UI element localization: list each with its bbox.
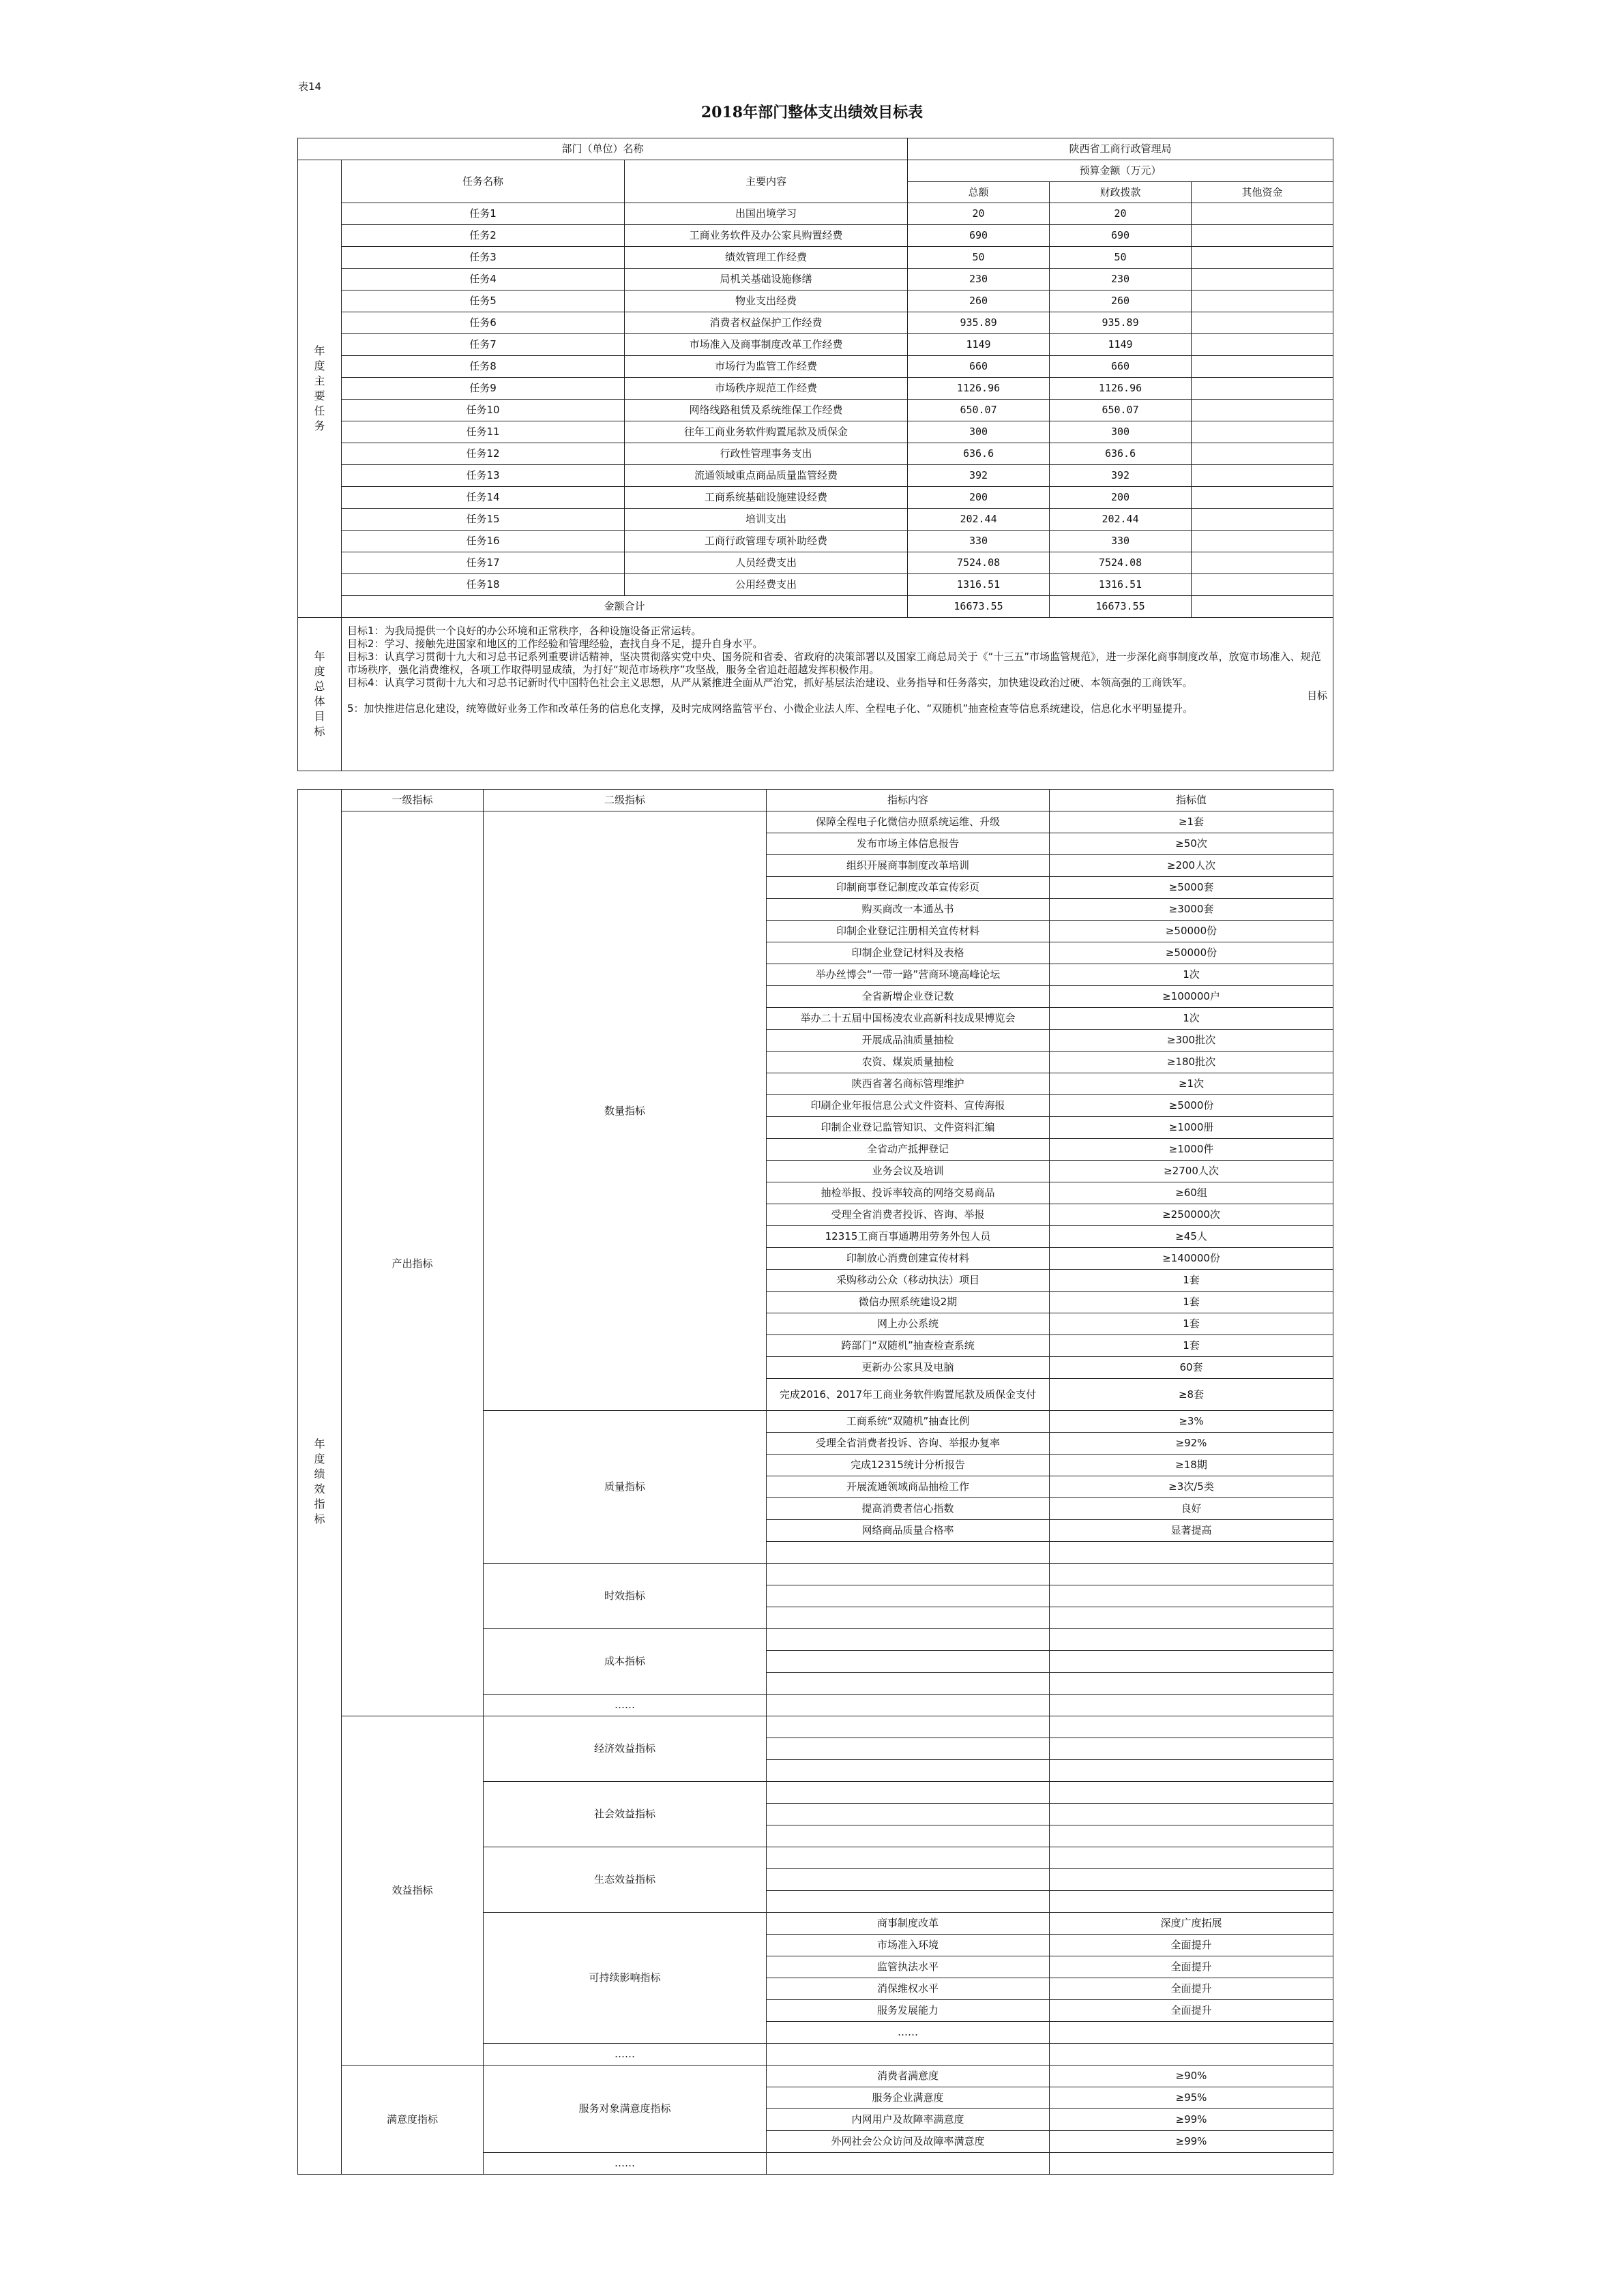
task-fiscal: 636.6: [1050, 443, 1192, 465]
task-name: 任务13: [342, 465, 625, 487]
indicator-content: 消费者满意度: [767, 2066, 1050, 2087]
indicator-content: 举办二十五届中国杨凌农业高新科技成果博览会: [767, 1008, 1050, 1030]
indicator-content: 受理全省消费者投诉、咨询、举报: [767, 1204, 1050, 1226]
task-name: 任务15: [342, 509, 625, 531]
goal-line: 目标4：认真学习贯彻十九大和习总书记新时代中国特色社会主义思想，从严从紧推进全面从严治党，抓好基层法治建设、业务指导和任务落实，加快建设政治过硬、本领高强的工商铁军。: [347, 676, 1193, 689]
indicator-value: 全面提升: [1050, 1956, 1333, 1978]
task-other: [1192, 334, 1333, 356]
task-other: [1192, 421, 1333, 443]
task-total: 300: [908, 421, 1050, 443]
indicator-value: ≥3%: [1050, 1411, 1333, 1433]
indicator-content: 印制企业登记注册相关宣传材料: [767, 921, 1050, 942]
sum-other: [1192, 596, 1333, 618]
task-other: [1192, 225, 1333, 247]
form-number: 表14: [298, 80, 322, 93]
indicator-row: [298, 811, 1333, 833]
task-name: 任务17: [342, 552, 625, 574]
task-other: [1192, 465, 1333, 487]
indicator-value: [1050, 1564, 1333, 1585]
sum-total: 16673.55: [908, 596, 1050, 618]
indicator-content: [767, 1869, 1050, 1891]
task-fiscal: 7524.08: [1050, 552, 1192, 574]
indicator-content: [767, 1564, 1050, 1585]
indicator-content: [767, 1607, 1050, 1629]
task-other: [1192, 290, 1333, 312]
indicator-value: ≥200人次: [1050, 855, 1333, 877]
task-row: [298, 400, 1333, 421]
indicator-content: [767, 1542, 1050, 1564]
budget-header: 预算金额（万元）: [908, 160, 1333, 182]
task-row: [298, 552, 1333, 574]
task-name-header: 任务名称: [342, 160, 625, 203]
level2-social: 社会效益指标: [484, 1782, 767, 1847]
indicator-content: 陕西省著名商标管理维护: [767, 1073, 1050, 1095]
indicator-value: ≥99%: [1050, 2109, 1333, 2131]
indicator-value: ≥1000册: [1050, 1117, 1333, 1139]
task-name: 任务4: [342, 269, 625, 290]
task-row: [298, 421, 1333, 443]
indicator-value: 1套: [1050, 1270, 1333, 1292]
indicator-content: 印制放心消费创建宣传材料: [767, 1248, 1050, 1270]
level2-output-more: ……: [484, 1695, 767, 1716]
indicator-value: ≥3000套: [1050, 899, 1333, 921]
task-row: [298, 334, 1333, 356]
task-content: 行政性管理事务支出: [625, 443, 908, 465]
indicator-value: ≥8套: [1050, 1379, 1333, 1411]
indicator-value: ≥5000份: [1050, 1095, 1333, 1117]
indicator-value: ≥60组: [1050, 1182, 1333, 1204]
indicator-content: 开展流通领域商品抽检工作: [767, 1476, 1050, 1498]
indicator-content: ……: [767, 2022, 1050, 2044]
task-total: 392: [908, 465, 1050, 487]
level1-benefit: 效益指标: [342, 1716, 484, 2066]
task-name: 任务7: [342, 334, 625, 356]
indicator-content: [767, 1847, 1050, 1869]
indicator-content: 服务企业满意度: [767, 2087, 1050, 2109]
task-fiscal: 1126.96: [1050, 378, 1192, 400]
task-content: 工商行政管理专项补助经费: [625, 531, 908, 552]
dept-label: 部门（单位）名称: [298, 138, 908, 160]
sum-row: [298, 596, 1333, 618]
level2-timeliness: 时效指标: [484, 1564, 767, 1629]
indicator-content: [767, 1825, 1050, 1847]
task-other: [1192, 378, 1333, 400]
indicator-value: 1套: [1050, 1292, 1333, 1313]
indicator-content: 印刷企业年报信息公式文件资料、宣传海报: [767, 1095, 1050, 1117]
level2-sustainable: 可持续影响指标: [484, 1913, 767, 2044]
task-name: 任务1: [342, 203, 625, 225]
task-other: [1192, 356, 1333, 378]
task-other: [1192, 247, 1333, 269]
task-name: 任务14: [342, 487, 625, 509]
indicator-value: [1050, 1847, 1333, 1869]
task-total: 260: [908, 290, 1050, 312]
indicator-content: 印制企业登记材料及表格: [767, 942, 1050, 964]
task-name: 任务16: [342, 531, 625, 552]
task-total: 200: [908, 487, 1050, 509]
document-title: 2018年部门整体支出绩效目标表: [700, 104, 924, 121]
total-header: 总额: [908, 182, 1050, 203]
indicator-value: ≥300批次: [1050, 1030, 1333, 1052]
task-other: [1192, 269, 1333, 290]
indicator-value: [1050, 1804, 1333, 1825]
indicator-content: 内网用户及故障率满意度: [767, 2109, 1050, 2131]
task-row: [298, 269, 1333, 290]
indicator-content: [767, 1782, 1050, 1804]
indicator-content: [767, 1585, 1050, 1607]
indicator-row: [298, 1716, 1333, 1738]
indicator-value: [1050, 1782, 1333, 1804]
task-fiscal: 1149: [1050, 334, 1192, 356]
task-fiscal: 300: [1050, 421, 1192, 443]
indicator-content: 工商系统“双随机”抽查比例: [767, 1411, 1050, 1433]
content-header: 指标内容: [767, 790, 1050, 811]
indicator-value: ≥50次: [1050, 833, 1333, 855]
indicator-content: 监管执法水平: [767, 1956, 1050, 1978]
indicator-value: 全面提升: [1050, 2000, 1333, 2022]
indicator-content: 印制商事登记制度改革宣传彩页: [767, 877, 1050, 899]
indicator-value: 1套: [1050, 1335, 1333, 1357]
task-fiscal: 392: [1050, 465, 1192, 487]
task-row: [298, 531, 1333, 552]
indicator-value: ≥45人: [1050, 1226, 1333, 1248]
task-row: [298, 378, 1333, 400]
indicator-value: [1050, 1695, 1333, 1716]
task-name: 任务12: [342, 443, 625, 465]
task-total: 1316.51: [908, 574, 1050, 596]
indicator-value: [1050, 2153, 1333, 2175]
indicators-table: [297, 789, 1333, 2175]
indicator-value: 1次: [1050, 1008, 1333, 1030]
task-content: 绩效管理工作经费: [625, 247, 908, 269]
task-row: [298, 356, 1333, 378]
task-content: 工商系统基础设施建设经费: [625, 487, 908, 509]
indicator-value: ≥99%: [1050, 2131, 1333, 2153]
task-total: 690: [908, 225, 1050, 247]
indicator-value: 深度广度拓展: [1050, 1913, 1333, 1935]
indicator-content: 印制企业登记监管知识、文件资料汇编: [767, 1117, 1050, 1139]
level2-header: 二级指标: [484, 790, 767, 811]
task-content: 市场秩序规范工作经费: [625, 378, 908, 400]
indicator-value: 良好: [1050, 1498, 1333, 1520]
task-total: 202.44: [908, 509, 1050, 531]
task-row: [298, 465, 1333, 487]
level2-benefit-more: ……: [484, 2044, 767, 2066]
indicator-content: 消保维权水平: [767, 1978, 1050, 2000]
indicator-content: 发布市场主体信息报告: [767, 833, 1050, 855]
indicator-value: [1050, 1651, 1333, 1673]
indicator-content: 保障全程电子化微信办照系统运维、升级: [767, 811, 1050, 833]
indicator-value: ≥100000户: [1050, 986, 1333, 1008]
indicator-content: 完成2016、2017年工商业务软件购置尾款及质保金支付: [767, 1379, 1050, 1411]
goal-section-label: 年度总体目标: [298, 618, 342, 771]
task-fiscal: 650.07: [1050, 400, 1192, 421]
task-fiscal: 230: [1050, 269, 1192, 290]
task-content: 出国出境学习: [625, 203, 908, 225]
task-other: [1192, 400, 1333, 421]
task-total: 7524.08: [908, 552, 1050, 574]
indicator-value: [1050, 2022, 1333, 2044]
indicator-content: 全省动产抵押登记: [767, 1139, 1050, 1161]
task-name: 任务11: [342, 421, 625, 443]
indicator-value: ≥95%: [1050, 2087, 1333, 2109]
indicator-value: ≥5000套: [1050, 877, 1333, 899]
indicator-content: 全省新增企业登记数: [767, 986, 1050, 1008]
level2-cost: 成本指标: [484, 1629, 767, 1695]
indicator-value: 1套: [1050, 1313, 1333, 1335]
goal-row: [298, 618, 1333, 771]
task-other: [1192, 312, 1333, 334]
indicator-content: [767, 2044, 1050, 2066]
task-content: 人员经费支出: [625, 552, 908, 574]
task-content: 消费者权益保护工作经费: [625, 312, 908, 334]
indicator-content: 商事制度改革: [767, 1913, 1050, 1935]
task-section-label: 年度主要任务: [298, 160, 342, 618]
indicator-value: ≥1套: [1050, 811, 1333, 833]
indicator-value: ≥250000次: [1050, 1204, 1333, 1226]
indicator-value: [1050, 1629, 1333, 1651]
indicator-value: 显著提高: [1050, 1520, 1333, 1542]
indicator-header-row: [298, 790, 1333, 811]
indicator-content: 网上办公系统: [767, 1313, 1050, 1335]
indicator-value: [1050, 1607, 1333, 1629]
task-content: 培训支出: [625, 509, 908, 531]
task-other: [1192, 487, 1333, 509]
task-content: 市场行为监管工作经费: [625, 356, 908, 378]
level1-header: 一级指标: [342, 790, 484, 811]
indicator-value: ≥180批次: [1050, 1052, 1333, 1073]
task-total: 935.89: [908, 312, 1050, 334]
indicator-value: [1050, 1738, 1333, 1760]
indicator-value: ≥90%: [1050, 2066, 1333, 2087]
task-row: [298, 225, 1333, 247]
indicator-content: 举办丝博会“一带一路”营商环境高峰论坛: [767, 964, 1050, 986]
task-other: [1192, 552, 1333, 574]
indicator-row: [298, 2066, 1333, 2087]
indicator-content: [767, 1695, 1050, 1716]
task-content: 流通领域重点商品质量监管经费: [625, 465, 908, 487]
task-name: 任务10: [342, 400, 625, 421]
dept-value: 陕西省工商行政管理局: [908, 138, 1333, 160]
sum-label: 金额合计: [342, 596, 908, 618]
indicator-value: [1050, 1760, 1333, 1782]
task-name: 任务18: [342, 574, 625, 596]
task-name: 任务8: [342, 356, 625, 378]
task-other: [1192, 203, 1333, 225]
task-name: 任务5: [342, 290, 625, 312]
indicator-content: 网络商品质量合格率: [767, 1520, 1050, 1542]
indicator-value: [1050, 1891, 1333, 1913]
perf-section-label: 年度绩效指标: [298, 790, 342, 2175]
task-content: 公用经费支出: [625, 574, 908, 596]
task-fiscal: 200: [1050, 487, 1192, 509]
indicator-content: [767, 1716, 1050, 1738]
indicator-content: 业务会议及培训: [767, 1161, 1050, 1182]
indicator-value: [1050, 1542, 1333, 1564]
indicator-content: [767, 1738, 1050, 1760]
task-fiscal: 50: [1050, 247, 1192, 269]
level2-service: 服务对象满意度指标: [484, 2066, 767, 2153]
task-fiscal: 660: [1050, 356, 1192, 378]
indicator-value: 1次: [1050, 964, 1333, 986]
task-row: [298, 443, 1333, 465]
task-row: [298, 509, 1333, 531]
other-header: 其他资金: [1192, 182, 1333, 203]
indicator-value: ≥1次: [1050, 1073, 1333, 1095]
indicator-value: [1050, 1825, 1333, 1847]
task-total: 20: [908, 203, 1050, 225]
task-row: [298, 203, 1333, 225]
indicator-value: ≥50000份: [1050, 942, 1333, 964]
value-header: 指标值: [1050, 790, 1333, 811]
indicator-content: 采购移动公众（移动执法）项目: [767, 1270, 1050, 1292]
indicator-value: [1050, 1585, 1333, 1607]
task-total: 636.6: [908, 443, 1050, 465]
goal-text: [342, 618, 1333, 771]
task-name: 任务9: [342, 378, 625, 400]
level2-quantity: 数量指标: [484, 811, 767, 1411]
indicator-content: [767, 1760, 1050, 1782]
indicator-content: 市场准入环境: [767, 1935, 1050, 1956]
indicator-content: 开展成品油质量抽检: [767, 1030, 1050, 1052]
task-name: 任务2: [342, 225, 625, 247]
indicator-value: [1050, 2044, 1333, 2066]
indicator-content: 购买商改一本通丛书: [767, 899, 1050, 921]
sum-fiscal: 16673.55: [1050, 596, 1192, 618]
task-total: 1149: [908, 334, 1050, 356]
task-fiscal: 330: [1050, 531, 1192, 552]
task-name: 任务6: [342, 312, 625, 334]
task-total: 230: [908, 269, 1050, 290]
goal-line: 目标2：学习、接触先进国家和地区的工作经验和管理经验，查找自身不足，提升自身水平。: [347, 638, 763, 650]
indicator-value: ≥3次/5类: [1050, 1476, 1333, 1498]
indicator-content: 完成12315统计分析报告: [767, 1455, 1050, 1476]
indicator-content: 服务发展能力: [767, 2000, 1050, 2022]
content-header: 主要内容: [625, 160, 908, 203]
indicator-content: 更新办公家具及电脑: [767, 1357, 1050, 1379]
indicator-value: 全面提升: [1050, 1935, 1333, 1956]
indicator-content: 农资、煤炭质量抽检: [767, 1052, 1050, 1073]
indicator-content: 微信办照系统建设2期: [767, 1292, 1050, 1313]
task-fiscal: 260: [1050, 290, 1192, 312]
indicator-content: 提高消费者信心指数: [767, 1498, 1050, 1520]
indicator-value: ≥1000件: [1050, 1139, 1333, 1161]
task-other: [1192, 574, 1333, 596]
task-content: 局机关基础设施修缮: [625, 269, 908, 290]
level2-satisfaction-more: ……: [484, 2153, 767, 2175]
goal-line: 目标3：认真学习贯彻十九大和习总书记系列重要讲话精神，坚决贯彻落实党中央、国务院和省委、省政府的决策部署以及国家工商总局关于《“十三五”市场监管规范》，进一步深化商事制度改革，放宽市场准入、规范市场秩序，强化消费维权，各项工作取得明显成绩，为打好“规范市场秩序”攻坚战，服务全省追赶超越发挥积极作用。: [347, 651, 1321, 676]
level1-output: 产出指标: [342, 811, 484, 1716]
goal-line: 目标1：为我局提供一个良好的办公环境和正常秩序，各种设施设备正常运转。: [347, 625, 702, 637]
task-content: 往年工商业务软件购置尾款及质保金: [625, 421, 908, 443]
task-other: [1192, 509, 1333, 531]
indicator-value: ≥2700人次: [1050, 1161, 1333, 1182]
task-content: 市场准入及商事制度改革工作经费: [625, 334, 908, 356]
task-row: [298, 312, 1333, 334]
indicator-content: 跨部门“双随机”抽查检查系统: [767, 1335, 1050, 1357]
indicator-value: [1050, 1869, 1333, 1891]
indicator-content: [767, 1651, 1050, 1673]
task-row: [298, 487, 1333, 509]
task-other: [1192, 443, 1333, 465]
task-fiscal: 20: [1050, 203, 1192, 225]
task-content: 网络线路租赁及系统维保工作经费: [625, 400, 908, 421]
indicator-content: 组织开展商事制度改革培训: [767, 855, 1050, 877]
task-total: 330: [908, 531, 1050, 552]
task-total: 650.07: [908, 400, 1050, 421]
indicator-content: 抽检举报、投诉率较高的网络交易商品: [767, 1182, 1050, 1204]
indicator-value: [1050, 1673, 1333, 1695]
tasks-table: [297, 138, 1333, 771]
indicator-content: [767, 2153, 1050, 2175]
task-row: [298, 290, 1333, 312]
task-total: 1126.96: [908, 378, 1050, 400]
indicator-content: [767, 1891, 1050, 1913]
task-fiscal: 690: [1050, 225, 1192, 247]
task-other: [1192, 531, 1333, 552]
task-content: 工商业务软件及办公家具购置经费: [625, 225, 908, 247]
indicator-content: [767, 1804, 1050, 1825]
goal-line: 目标: [1307, 689, 1328, 702]
task-name: 任务3: [342, 247, 625, 269]
task-fiscal: 202.44: [1050, 509, 1192, 531]
indicator-value: 全面提升: [1050, 1978, 1333, 2000]
level2-economic: 经济效益指标: [484, 1716, 767, 1782]
indicator-value: ≥50000份: [1050, 921, 1333, 942]
task-row: [298, 574, 1333, 596]
indicator-content: [767, 1673, 1050, 1695]
level1-satisfaction: 满意度指标: [342, 2066, 484, 2175]
task-fiscal: 1316.51: [1050, 574, 1192, 596]
task-total: 660: [908, 356, 1050, 378]
indicator-value: ≥140000份: [1050, 1248, 1333, 1270]
indicator-content: 受理全省消费者投诉、咨询、举报办复率: [767, 1433, 1050, 1455]
indicator-content: [767, 1629, 1050, 1651]
task-content: 物业支出经费: [625, 290, 908, 312]
level2-quality: 质量指标: [484, 1411, 767, 1564]
indicator-value: ≥92%: [1050, 1433, 1333, 1455]
indicator-value: 60套: [1050, 1357, 1333, 1379]
fiscal-header: 财政拨款: [1050, 182, 1192, 203]
level2-ecological: 生态效益指标: [484, 1847, 767, 1913]
indicator-value: ≥18期: [1050, 1455, 1333, 1476]
goal-line: 5：加快推进信息化建设，统筹做好业务工作和改革任务的信息化支撑，及时完成网络监管平台、小微企业法人库、全程电子化、“双随机”抽查检查等信息系统建设，信息化水平明显提升。: [347, 702, 1194, 715]
task-fiscal: 935.89: [1050, 312, 1192, 334]
task-row: [298, 247, 1333, 269]
task-total: 50: [908, 247, 1050, 269]
indicator-value: [1050, 1716, 1333, 1738]
indicator-content: 12315工商百事通聘用劳务外包人员: [767, 1226, 1050, 1248]
indicator-content: 外网社会公众访问及故障率满意度: [767, 2131, 1050, 2153]
